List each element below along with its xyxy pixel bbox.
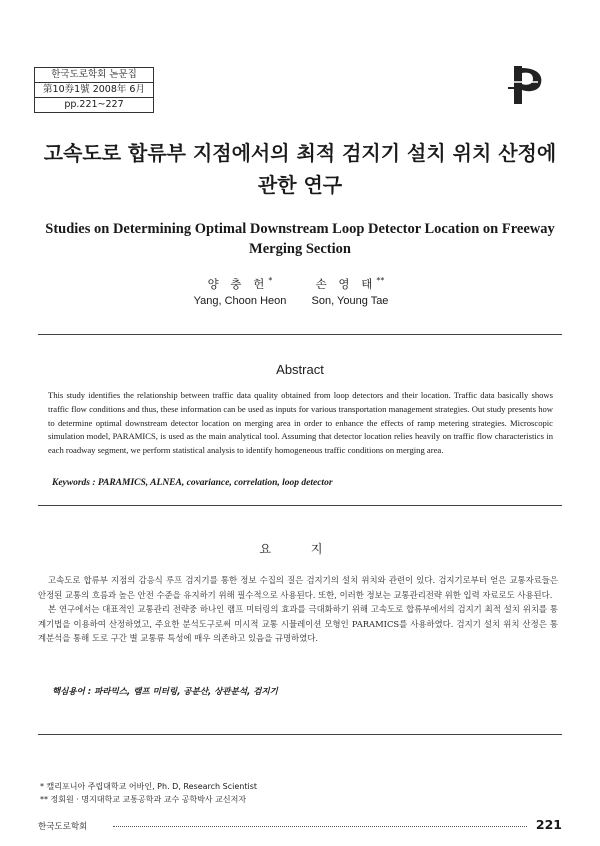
author-2 [300, 276, 400, 307]
title-english-line-2: Merging Section [249, 241, 351, 257]
keywords-line: Keywords : PARAMICS, ALNEA, covariance, correlation, loop detector [52, 478, 333, 488]
divider-top [38, 334, 562, 335]
page-footer [38, 818, 562, 834]
journal-info-box [34, 67, 154, 113]
footer-organization: 한국도로학회 [38, 822, 88, 832]
yoji-paragraph-2: 본 연구에서는 대표적인 교통관리 전략중 하나인 램프 미터링의 효과를 극대화하기 위해 고속도로 합류부에서의 검지기 최적 설치 위치를 통계기법을 이용하여 산정하였고, 주요한 분석도구로써 미시적 교통 시뮬레이션 모형인 PARAMICS를 사용하였다. 검지기 설치 위치 산정은 통계분석을 통해 도로 구간 별 교통류 특성에 매우 의존하고 있음을 규명하였다. [38, 604, 558, 643]
page-number: 221 [535, 817, 562, 832]
yoji-body [38, 573, 558, 646]
core-words-line: 핵심용어 : 파라믹스, 램프 미터링, 공분산, 상관분석, 검지기 [52, 687, 278, 697]
author-1 [185, 276, 295, 307]
journal-logo-icon [500, 60, 548, 108]
footnote-1: * 캘리포니아 주립대학교 어바인, Ph. D, Research Scientist [40, 782, 257, 791]
author-2-english-name: Son, Young Tae [311, 295, 389, 307]
divider-bottom [38, 734, 562, 735]
title-korean-line-2: 관한 연구 [257, 173, 343, 197]
divider-middle [38, 505, 562, 506]
journal-name: 한국도로학회 논문집 [35, 68, 153, 83]
footer-dotted-leader [113, 826, 527, 827]
author-1-korean-name: 양 충 헌 [207, 277, 269, 291]
author-1-english-name: Yang, Choon Heon [193, 295, 287, 307]
abstract-heading: Abstract [276, 362, 324, 377]
footnotes [40, 780, 257, 806]
title-english-line-1: Studies on Determining Optimal Downstream Loop Detector Location on Freeway [45, 221, 555, 237]
abstract-text: This study identifies the relationship between traffic data quality obtained from loop detectors and their location. Traffic data basically shows traffic flow conditions and thus, these information can be used as inputs for various transportation management strategies. Out study presents how to determine optimal downstream detector location on merging area in order to enhance the effects of ramp metering strategies. Microscopic simulation model, PARAMICS, is used as the main analytical tool. Assuming that detector location relies heavily on traffic flow characteristics in each roadway segment, we perform statistical analysis to identify homogeneous traffic conditions on merging area. [48, 390, 553, 456]
author-2-korean-name: 손 영 태 [315, 277, 377, 291]
title-korean-line-1: 고속도로 합류부 지점에서의 최적 검지기 설치 위치 산정에 [43, 141, 557, 165]
journal-volume: 第10券1號 2008年 6月 [35, 83, 153, 98]
footnote-2: ** 정회원 · 명지대학교 교통공학과 교수 공학박사 교신저자 [40, 795, 247, 804]
yoji-paragraph-1: 고속도로 합류부 지점의 감응식 루프 검지기를 통한 정보 수집의 질은 검지기의 설치 위치와 관련이 있다. 검지기로부터 얻은 교통자료들은 안정된 교통의 흐름과 높은 안전 수준을 유지하기 위해 필수적으로 사용된다. 또한, 이러한 정보는 교통관리전략 위한 입력 자료로도 사용된다. [38, 575, 558, 600]
yoji-heading: 요 지 [259, 542, 341, 556]
journal-pages: pp.221~227 [64, 99, 124, 110]
author-1-mark: * [268, 276, 273, 286]
author-2-mark: ** [376, 276, 385, 286]
